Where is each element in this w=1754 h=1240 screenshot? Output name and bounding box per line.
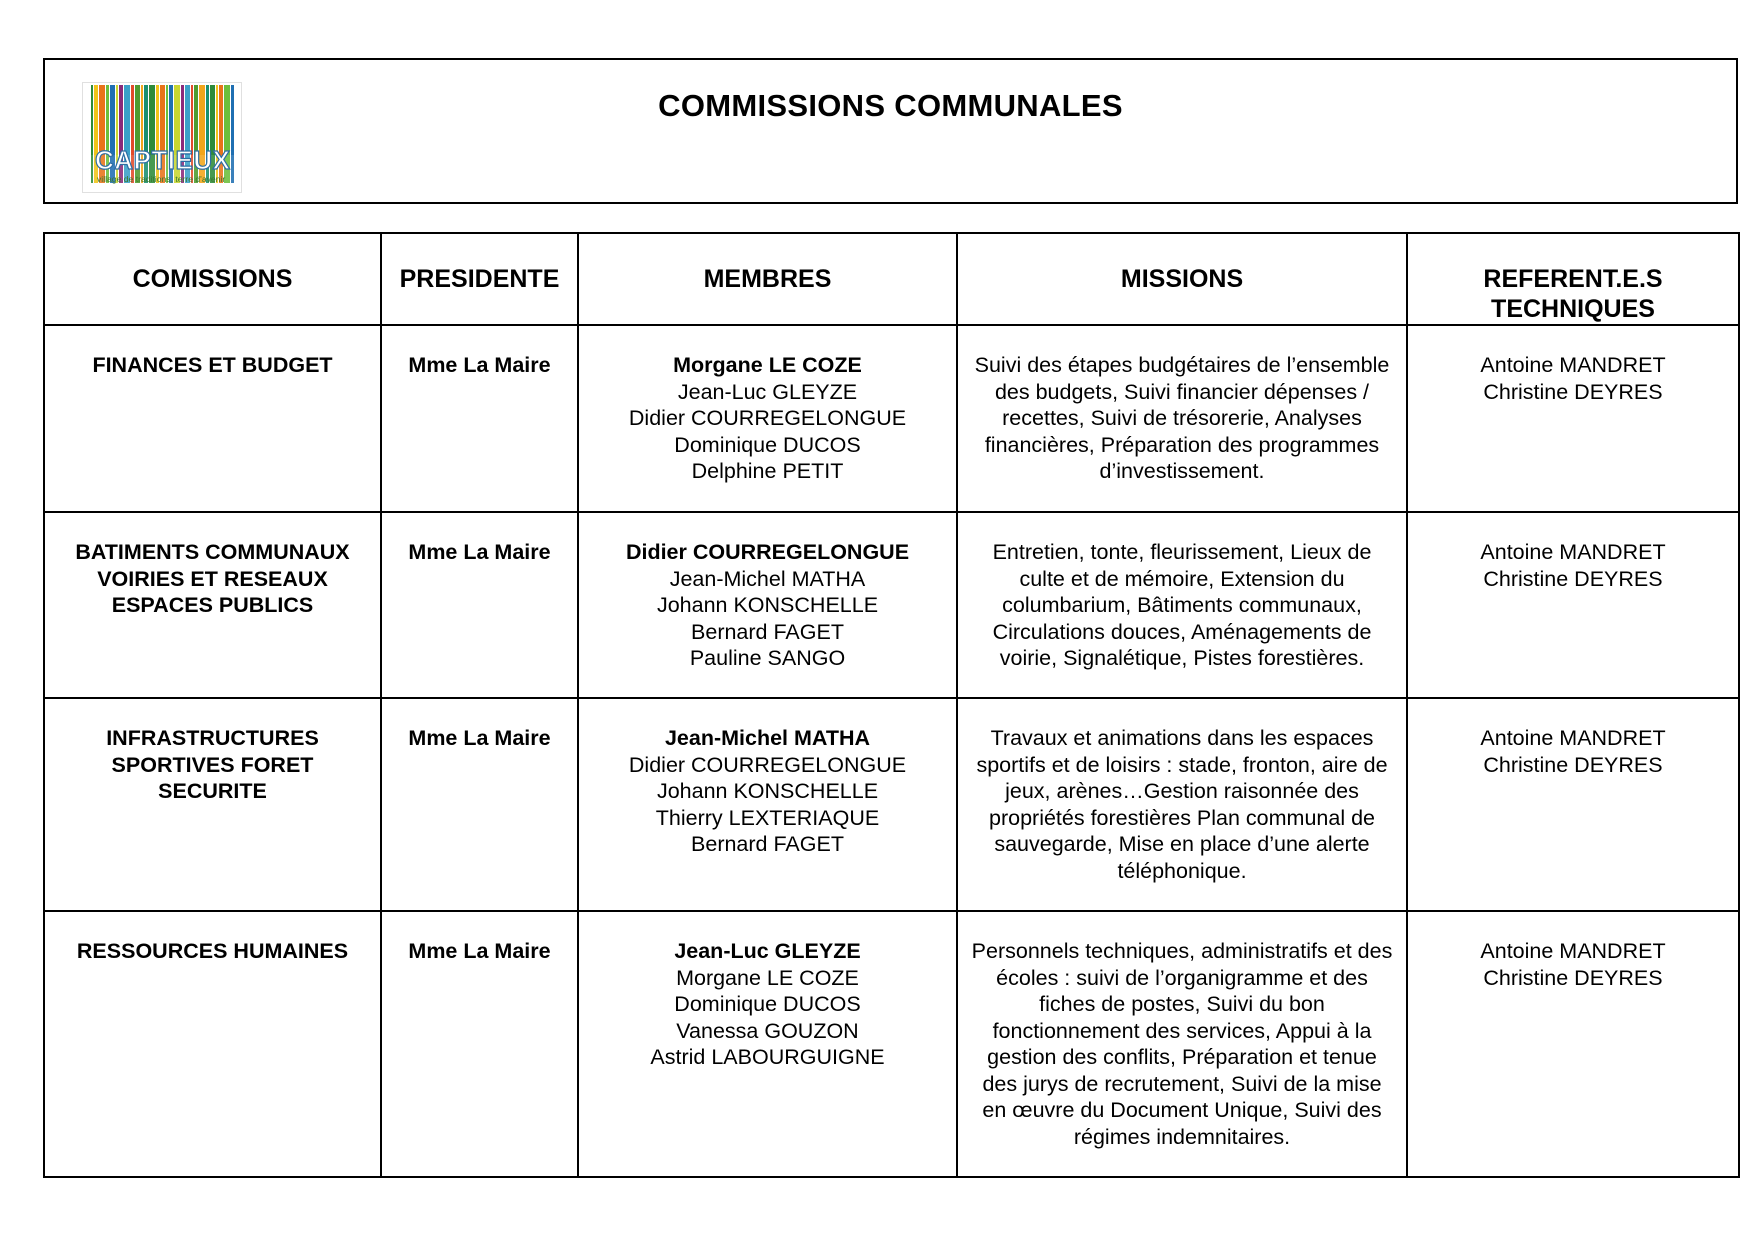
commission-members bbox=[578, 698, 957, 911]
table-row bbox=[44, 911, 1739, 1177]
referent: Christine DEYRES bbox=[1483, 566, 1663, 591]
member: Bernard FAGET bbox=[691, 619, 844, 644]
member: Jean-Michel MATHA bbox=[669, 566, 866, 591]
referent: Christine DEYRES bbox=[1483, 379, 1663, 404]
member: Thierry LEXTERIAQUE bbox=[655, 805, 880, 830]
member: Vanessa GOUZON bbox=[676, 1018, 859, 1043]
member: Morgane LE COZE bbox=[676, 965, 859, 990]
commission-members bbox=[578, 325, 957, 512]
svg-text:village de traditions, terre d: village de traditions, terre d'avenir bbox=[97, 174, 226, 184]
referent: Antoine MANDRET bbox=[1480, 726, 1666, 750]
table-row bbox=[44, 698, 1739, 911]
member: Jean-Luc GLEYZE bbox=[677, 379, 858, 404]
column-header-membres: MEMBRES bbox=[578, 233, 957, 325]
commission-name: FINANCES ET BUDGET bbox=[44, 325, 381, 512]
member-lead: Jean-Luc GLEYZE bbox=[674, 939, 861, 963]
commission-president: Mme La Maire bbox=[381, 911, 578, 1177]
commission-missions: Entretien, tonte, fleurissement, Lieux de culte et de mémoire, Extension du columbarium, Bâtiments communaux, Circulations douces, Aménagements de voirie, Signalétique, Pistes forestières. bbox=[957, 512, 1407, 698]
column-header-referents: REFERENT.E.S TECHNIQUES bbox=[1407, 233, 1739, 325]
commission-referents bbox=[1407, 512, 1739, 698]
member: Didier COURREGELONGUE bbox=[628, 752, 907, 777]
commission-president: Mme La Maire bbox=[381, 325, 578, 512]
referent: Antoine MANDRET bbox=[1480, 353, 1666, 377]
column-header-presidente: PRESIDENTE bbox=[381, 233, 578, 325]
member-lead: Jean-Michel MATHA bbox=[664, 726, 871, 750]
referent: Christine DEYRES bbox=[1483, 965, 1663, 990]
commission-members bbox=[578, 911, 957, 1177]
document-header bbox=[43, 58, 1738, 204]
member: Dominique DUCOS bbox=[674, 992, 861, 1016]
commission-missions: Suivi des étapes budgétaires de l’ensemble des budgets, Suivi financier dépenses / recettes, Suivi de trésorerie, Analyses financières, Préparation des programmes d’investissement. bbox=[957, 325, 1407, 512]
member: Johann KONSCHELLE bbox=[656, 779, 879, 803]
commission-referents bbox=[1407, 325, 1739, 512]
commission-name: BATIMENTS COMMUNAUX VOIRIES ET RESEAUX ESPACES PUBLICS bbox=[44, 512, 381, 698]
member: Delphine PETIT bbox=[691, 459, 844, 483]
document-title: COMMISSIONS COMMUNALES bbox=[658, 88, 1123, 123]
member: Johann KONSCHELLE bbox=[656, 593, 879, 617]
commission-members bbox=[578, 512, 957, 698]
commissions-table bbox=[43, 232, 1740, 1178]
member: Didier COURREGELONGUE bbox=[628, 406, 907, 430]
commission-referents bbox=[1407, 911, 1739, 1177]
column-header-missions: MISSIONS bbox=[957, 233, 1407, 325]
svg-text:CAPTIEUX: CAPTIEUX bbox=[95, 145, 231, 175]
referent: Antoine MANDRET bbox=[1480, 540, 1666, 564]
commission-president: Mme La Maire bbox=[381, 512, 578, 698]
table-row bbox=[44, 512, 1739, 698]
member-lead: Morgane LE COZE bbox=[673, 353, 862, 377]
table-header-row bbox=[44, 233, 1739, 325]
member: Dominique DUCOS bbox=[674, 432, 861, 457]
column-header-commissions: COMISSIONS bbox=[44, 233, 381, 325]
referent: Christine DEYRES bbox=[1483, 752, 1663, 777]
member: Bernard FAGET bbox=[691, 832, 844, 856]
commission-name: INFRASTRUCTURES SPORTIVES FORET SECURITE bbox=[44, 698, 381, 911]
referent: Antoine MANDRET bbox=[1480, 939, 1666, 963]
commission-president: Mme La Maire bbox=[381, 698, 578, 911]
member: Pauline SANGO bbox=[689, 646, 846, 670]
commission-missions: Personnels techniques, administratifs et des écoles : suivi de l’organigramme et des fiches de postes, Suivi du bon fonctionnement des services, Appui à la gestion des conflits, Préparation et tenue des jurys de recrutement, Suivi de la mise en œuvre du Document Unique, Suivi des régimes indemnitaires. bbox=[957, 911, 1407, 1177]
commission-missions: Travaux et animations dans les espaces sportifs et de loisirs : stade, fronton, aire de jeux, arènes…Gestion raisonnée des propriétés forestières Plan communal de sauvegarde, Mise en place d’une alerte téléphonique. bbox=[957, 698, 1407, 911]
commission-referents bbox=[1407, 698, 1739, 911]
member: Astrid LABOURGUIGNE bbox=[650, 1045, 885, 1069]
table-row bbox=[44, 325, 1739, 512]
member-lead: Didier COURREGELONGUE bbox=[625, 540, 910, 564]
commission-name: RESSOURCES HUMAINES bbox=[44, 911, 381, 1177]
